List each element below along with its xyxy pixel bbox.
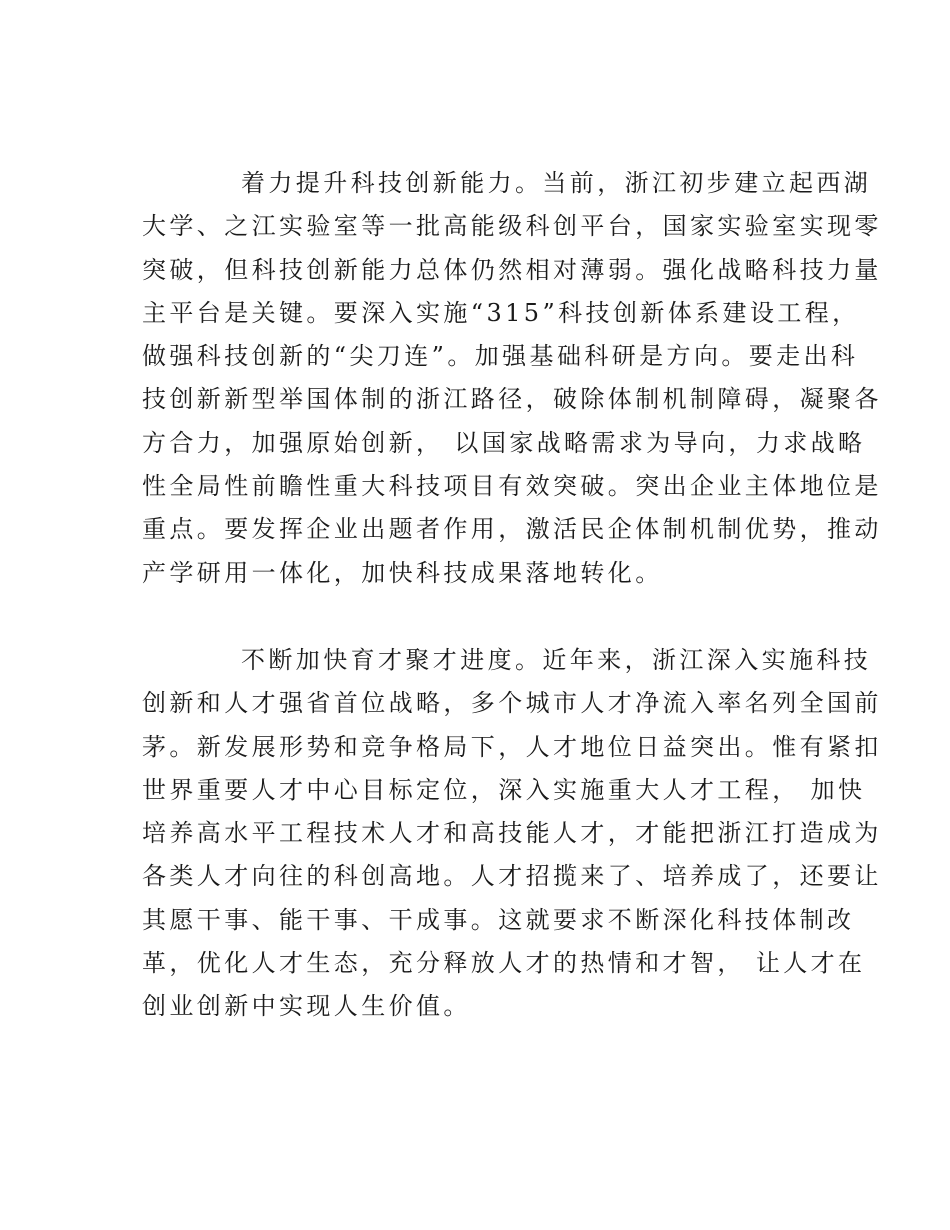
paragraph-line: 着力提升科技创新能力。当前，浙江初步建立起西湖 — [241, 169, 872, 197]
paragraph-line: 做强科技创新的“尖刀连”。加强基础科研是方向。要走出科 — [142, 342, 859, 371]
paragraph-line: 突破，但科技创新能力总体仍然相对薄弱。强化战略科技力量 — [142, 255, 882, 284]
paragraph-line: 重点。要发挥企业出题者作用，激活民企体制机制优势，推动 — [142, 515, 882, 544]
paragraph-line: 创新和人才强省首位战略，多个城市人才净流入率名列全国前 — [142, 689, 882, 718]
paragraph-line: 各类人才向往的科创高地。人才招揽来了、培养成了，还要让 — [142, 862, 882, 891]
paragraph-line: 茅。新发展形势和竞争格局下，人才地位日益突出。惟有紧扣 — [142, 732, 882, 761]
paragraph-line: 方合力，加强原始创新， 以国家战略需求为导向，力求战略 — [142, 428, 866, 457]
paragraph-line: 培养高水平工程技术人才和高技能人才，才能把浙江打造成为 — [142, 819, 882, 848]
paragraph-line: 创业创新中实现人生价值。 — [142, 992, 471, 1021]
paragraph-line: 不断加快育才聚才进度。近年来，浙江深入实施科技 — [241, 646, 872, 674]
paragraph-line: 其愿干事、能干事、干成事。这就要求不断深化科技体制改 — [142, 905, 855, 934]
paragraph-line: 世界重要人才中心目标定位，深入实施重大人才工程， 加快 — [142, 775, 866, 804]
paragraph-tech-innovation — [142, 162, 882, 595]
paragraph-talent-development — [142, 639, 882, 1029]
paragraph-line: 革，优化人才生态，充分释放人才的热情和才智， 让人才在 — [142, 949, 866, 978]
paragraph-line: 产学研用一体化，加快科技成果落地转化。 — [142, 558, 663, 587]
paragraph-line: 主平台是关键。要深入实施“315”科技创新体系建设工程， — [142, 298, 860, 327]
paragraph-line: 大学、之江实验室等一批高能级科创平台，国家实验室实现零 — [142, 212, 882, 241]
paragraph-line: 技创新新型举国体制的浙江路径，破除体制机制障碍，凝聚各 — [142, 385, 882, 414]
paragraph-line: 性全局性前瞻性重大科技项目有效突破。突出企业主体地位是 — [142, 472, 882, 501]
